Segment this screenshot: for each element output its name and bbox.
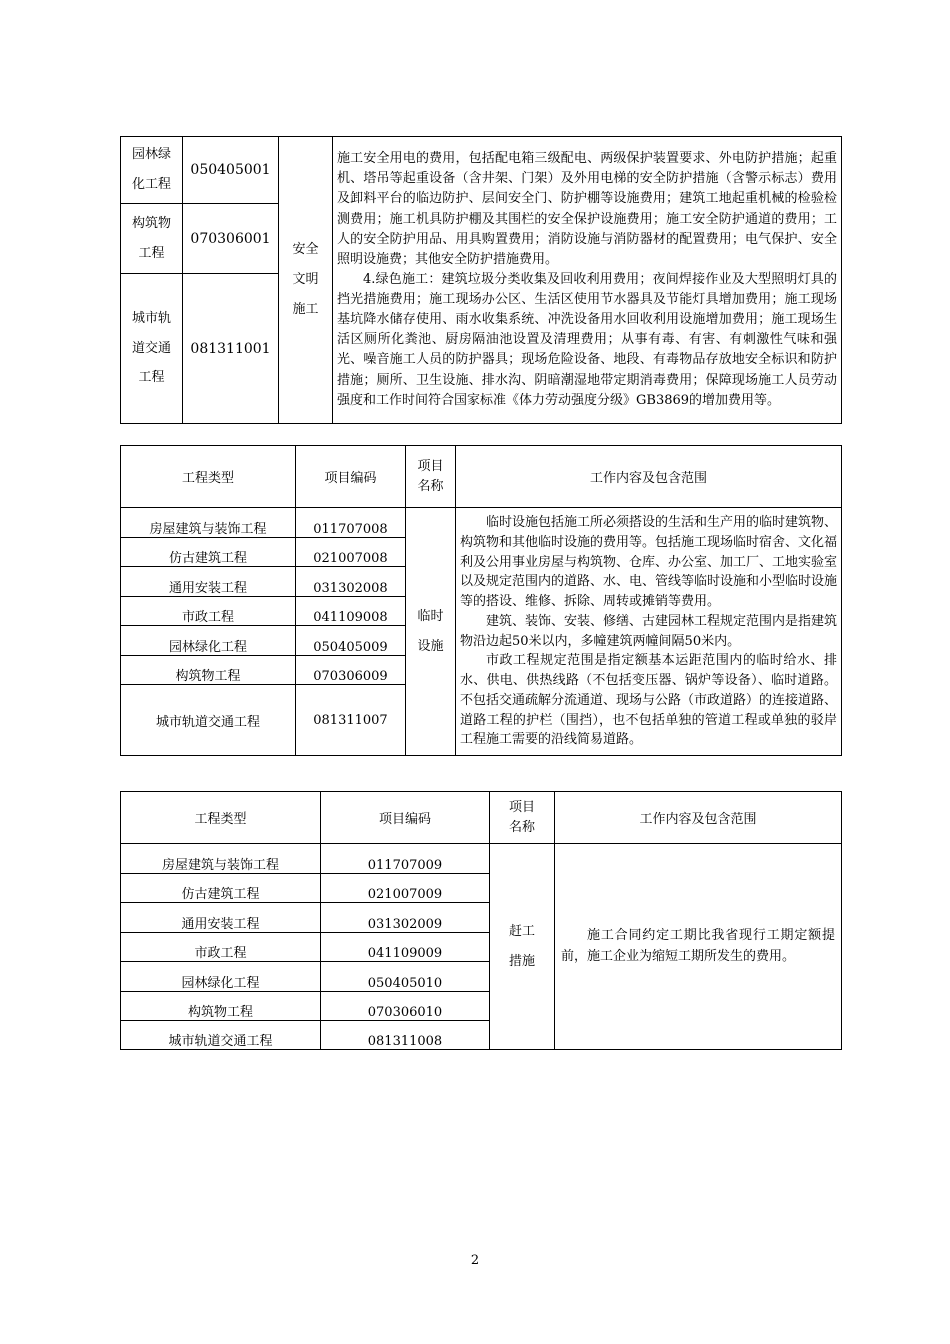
type-cell: 市政工程 <box>121 597 296 626</box>
code-cell: 021007008 <box>296 538 406 567</box>
type-cell: 通用安装工程 <box>121 567 296 597</box>
item-name-cell: 安全文明施工 <box>279 137 333 424</box>
header-content: 工作内容及包含范围 <box>555 792 842 844</box>
code-cell: 070306009 <box>296 656 406 685</box>
type-cell: 构筑物工程 <box>121 992 321 1021</box>
type-cell: 仿古建筑工程 <box>121 874 321 903</box>
type-cell: 房屋建筑与装饰工程 <box>121 508 296 538</box>
type-cell: 通用安装工程 <box>121 903 321 933</box>
type-cell: 园林绿化工程 <box>121 626 296 656</box>
code-cell: 050405009 <box>296 626 406 656</box>
code-cell: 081311008 <box>321 1021 490 1050</box>
rush-measures-table <box>120 791 842 1050</box>
code-cell: 031302009 <box>321 903 490 933</box>
type-cell: 城市轨道交通工程 <box>121 274 183 424</box>
code-cell: 081311001 <box>183 274 279 424</box>
code-cell: 011707008 <box>296 508 406 538</box>
header-name: 项目名称 <box>406 446 456 508</box>
temporary-facilities-table <box>120 445 842 756</box>
header-type: 工程类型 <box>121 446 296 508</box>
content-paragraph: 施工安全用电的费用，包括配电箱三级配电、两级保护装置要求、外电防护措施；起重机、塔吊等起重设备（含井架、门架）及外用电梯的安全防护措施（含警示标志）费用及卸料平台的临边防护、层间安全门、防护棚等设施费用；建筑工地起重机械的检验检测费用；施工机具防护棚及其围栏的安全保护设施费用；施工安全防护通道的费用；工人的安全防护用品、用具购置费用；消防设施与消防器材的配置费用；电气保护、安全照明设施费；其他安全防护措施费用。 <box>337 151 837 267</box>
type-cell: 园林绿化工程 <box>121 962 321 992</box>
type-cell: 城市轨道交通工程 <box>121 1021 321 1050</box>
item-name-cell: 临时设施 <box>406 508 456 756</box>
content-paragraph: 4.绿色施工：建筑垃圾分类收集及回收利用费用；夜间焊接作业及大型照明灯具的挡光措施费用；施工现场办公区、生活区使用节水器具及节能灯具增加费用；施工现场基坑降水储存使用、雨水收集系统、冲洗设备用水回收利用设施增加费用；施工现场生活区厕所化粪池、厨房隔油池设置及清理费用；从事有毒、有害、有刺激性气味和强光、噪音施工人员的防护器具；现场危险设备、地段、有毒物品存放地安全标识和防护措施；厕所、卫生设施、排水沟、阴暗潮湿地带定期消毒费用；保障现场施工人员劳动强度和工作时间符合国家标准《体力劳动强度分级》GB3869的增加费用等。 <box>337 271 837 408</box>
code-cell: 070306001 <box>183 204 279 274</box>
type-cell: 构筑物工程 <box>121 204 183 274</box>
header-code: 项目编码 <box>321 792 490 844</box>
type-cell: 市政工程 <box>121 933 321 962</box>
code-cell: 031302008 <box>296 567 406 597</box>
content-paragraph: 临时设施包括施工所必须搭设的生活和生产用的临时建筑物、构筑物和其他临时设施的费用等。包括施工现场临时宿舍、文化福利及公用事业房屋与构筑物、仓库、办公室、加工厂、工地实验室以及规定范围内的道路、水、电、管线等临时设施和小型临时设施等的搭设、维修、拆除、周转或摊销等费用。 <box>460 515 838 609</box>
safety-construction-table <box>120 136 842 424</box>
type-cell: 城市轨道交通工程 <box>121 685 296 756</box>
code-cell: 050405010 <box>321 962 490 992</box>
header-type: 工程类型 <box>121 792 321 844</box>
content-cell <box>555 844 842 1050</box>
header-content: 工作内容及包含范围 <box>456 446 842 508</box>
code-cell: 041109008 <box>296 597 406 626</box>
header-name: 项目名称 <box>490 792 555 844</box>
type-cell: 构筑物工程 <box>121 656 296 685</box>
content-paragraph: 施工合同约定工期比我省现行工期定额提前，施工企业为缩短工期所发生的费用。 <box>561 928 835 964</box>
item-name-cell: 赶工措施 <box>490 844 555 1050</box>
header-code: 项目编码 <box>296 446 406 508</box>
content-paragraph: 建筑、装饰、安装、修缮、古建园林工程规定范围内是指建筑物沿边起50米以内，多幢建筑两幢间隔50米内。 <box>460 613 838 649</box>
content-paragraph: 市政工程规定范围是指定额基本运距范围内的临时给水、排水、供电、供热线路（不包括变压器、锅炉等设备）、临时道路。不包括交通疏解分流通道、现场与公路（市政道路）的连接道路、道路工程的护栏（围挡），也不包括单独的管道工程或单独的驳岸工程施工需要的沿线简易道路。 <box>460 653 838 748</box>
code-cell: 050405001 <box>183 137 279 204</box>
code-cell: 041109009 <box>321 933 490 962</box>
content-cell <box>456 508 842 756</box>
type-cell: 房屋建筑与装饰工程 <box>121 844 321 874</box>
code-cell: 021007009 <box>321 874 490 903</box>
type-cell: 仿古建筑工程 <box>121 538 296 567</box>
content-cell <box>333 137 842 424</box>
code-cell: 081311007 <box>296 685 406 756</box>
code-cell: 011707009 <box>321 844 490 874</box>
type-cell: 园林绿化工程 <box>121 137 183 204</box>
code-cell: 070306010 <box>321 992 490 1021</box>
page-number: 2 <box>470 1253 480 1268</box>
